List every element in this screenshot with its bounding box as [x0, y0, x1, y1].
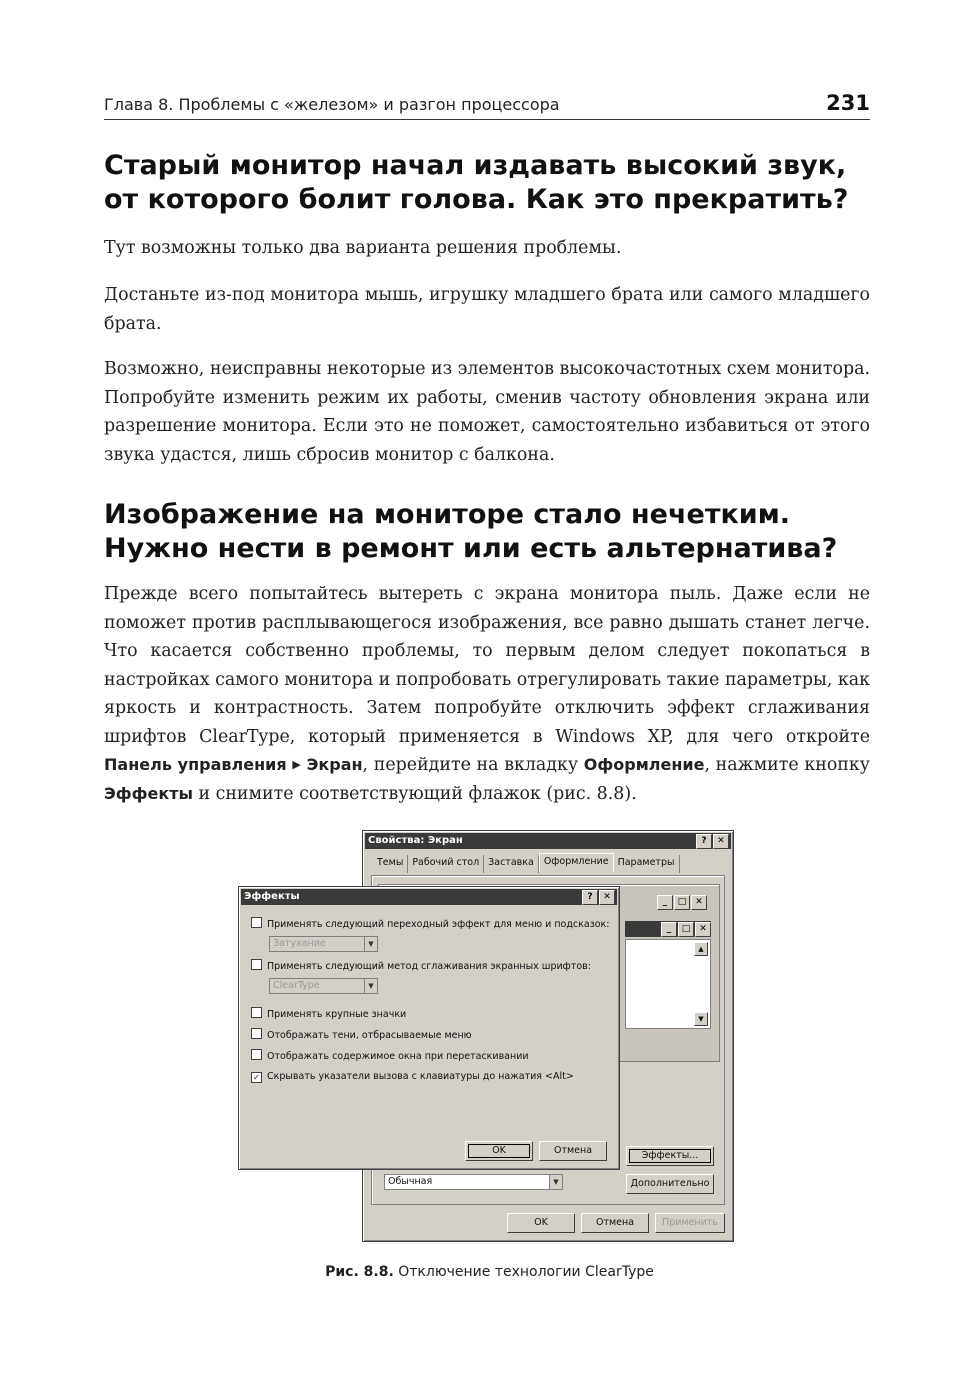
option-drag-contents[interactable] [251, 1049, 529, 1063]
option-font-smoothing[interactable] [251, 959, 591, 973]
path-arrow-icon: ▶ [292, 758, 301, 771]
display-properties-titlebar [365, 833, 731, 849]
tab-strip [373, 855, 680, 873]
heading-line: от которого болит голова. Как это прекратить? [104, 184, 849, 215]
tab-settings[interactable]: Параметры [614, 855, 680, 873]
close-icon[interactable]: ✕ [599, 890, 615, 905]
option-large-icons[interactable] [251, 1007, 406, 1021]
section-heading-noise [104, 149, 870, 217]
paragraph: Тут возможны только два варианта решения проблемы. [104, 238, 622, 258]
chevron-down-icon: ▼ [549, 1175, 562, 1189]
figure-caption [0, 1264, 979, 1280]
tab-themes[interactable]: Темы [373, 855, 408, 873]
effects-cancel-button[interactable]: Отмена [539, 1141, 607, 1161]
minimize-icon: _ [657, 895, 673, 910]
font-size-combo[interactable] [384, 1174, 563, 1190]
close-icon: ✕ [691, 895, 707, 910]
option-hide-accelerators[interactable] [251, 1070, 574, 1084]
ui-ref-appearance: Оформление [583, 755, 705, 774]
checkbox[interactable] [251, 1028, 262, 1039]
cancel-button[interactable]: Отмена [581, 1213, 649, 1233]
tab-appearance[interactable]: Оформление [539, 853, 614, 872]
tab-desktop[interactable]: Рабочий стол [408, 855, 484, 873]
window-title: Свойства: Экран [368, 835, 463, 846]
option-label: Применять следующий переходный эффект для меню и подсказок: [267, 919, 610, 930]
option-label: Применять следующий метод сглаживания экранных шрифтов: [267, 961, 591, 972]
caption-text: Отключение технологии ClearType [398, 1264, 654, 1280]
close-icon: ✕ [695, 922, 711, 937]
checkbox-checked[interactable]: ✓ [251, 1072, 262, 1083]
ui-ref-control-panel: Панель управления [104, 755, 287, 774]
minimize-icon: _ [661, 922, 677, 937]
scroll-down-icon: ▼ [694, 1012, 708, 1026]
effects-ok-button[interactable]: OK [465, 1141, 533, 1161]
page-number: 231 [826, 91, 870, 115]
chevron-down-icon: ▼ [364, 979, 377, 993]
paragraph-cleartype [104, 580, 870, 808]
paragraph: Возможно, неисправны некоторые из элементов высокочастотных схем монитора. Попробуйте изменить режим их работы, сменив частоту обновления экрана или разрешение монитора. Если это не поможет, самостоятельно избавиться от этого звука удастся, лишь сбросив монитор с балкона. [104, 359, 870, 465]
option-transition-effect[interactable] [251, 917, 610, 931]
paragraph-text: и снимите соответствующий флажок (рис. 8.8). [198, 783, 637, 804]
ui-ref-effects: Эффекты [104, 783, 193, 803]
caption-label: Рис. 8.8. [325, 1264, 394, 1280]
combo-value: Затухание [273, 938, 326, 949]
paragraph-text: Прежде всего попытайтесь вытереть с экрана монитора пыль. Даже если не поможет против расплывающегося изображения, все равно дышать станет легче. Что касается собственно проблемы, то первым делом следует покопаться в настройках самого монитора и попробовать отрегулировать такие параметры, как яркость и контрастность. Затем попробуйте отключить эффект сглаживания шрифтов ClearType, который применяется в Windows XP, для чего откройте [104, 584, 870, 747]
effects-dialog [238, 886, 620, 1170]
combo-value: ClearType [273, 980, 320, 991]
running-head [104, 93, 870, 120]
checkbox[interactable] [251, 917, 262, 928]
maximize-icon: □ [678, 922, 694, 937]
scroll-up-icon: ▲ [694, 942, 708, 956]
paragraph-text: , нажмите кнопку [704, 755, 870, 775]
option-menu-shadows[interactable] [251, 1028, 472, 1042]
help-icon[interactable]: ? [696, 834, 712, 849]
close-icon[interactable]: ✕ [713, 834, 729, 849]
effects-button[interactable]: Эффекты... [626, 1146, 714, 1166]
option-label: Отображать тени, отбрасываемые меню [267, 1030, 472, 1041]
tab-screensaver[interactable]: Заставка [484, 855, 539, 873]
option-label: Применять крупные значки [267, 1009, 407, 1020]
apply-button[interactable]: Применить [655, 1213, 725, 1233]
advanced-button[interactable]: Дополнительно [626, 1174, 714, 1194]
dialog-title: Эффекты [244, 891, 300, 902]
section-heading-blur [104, 498, 870, 566]
option-label: Скрывать указатели вызова с клавиатуры до нажатия <Alt> [267, 1071, 574, 1082]
option-label: Отображать содержимое окна при перетаскивании [267, 1051, 529, 1062]
paragraph-text: , перейдите на вкладку [362, 755, 579, 775]
help-icon[interactable]: ? [582, 890, 598, 905]
chapter-title: Глава 8. Проблемы с «железом» и разгон процессора [104, 95, 560, 114]
checkbox[interactable] [251, 959, 262, 970]
checkbox[interactable] [251, 1007, 262, 1018]
chevron-down-icon: ▼ [364, 937, 377, 951]
heading-line: Изображение на мониторе стало нечетким. [104, 499, 791, 530]
preview-text-area [625, 939, 711, 1029]
heading-line: Нужно нести в ремонт или есть альтернатива? [104, 533, 838, 564]
ok-button[interactable]: OK [507, 1213, 575, 1233]
checkbox[interactable] [251, 1049, 262, 1060]
heading-line: Старый монитор начал издавать высокий звук, [104, 150, 847, 181]
maximize-icon: □ [674, 895, 690, 910]
preview-window-buttons [657, 895, 707, 910]
ui-ref-display: Экран [306, 755, 363, 774]
effects-titlebar [241, 889, 617, 905]
preview-active-buttons [661, 922, 711, 937]
font-smoothing-combo[interactable] [269, 978, 378, 994]
transition-effect-combo[interactable] [269, 936, 378, 952]
paragraph: Достаньте из-под монитора мышь, игрушку младшего брата или самого младшего брата. [104, 285, 870, 334]
combo-value: Обычная [388, 1176, 433, 1187]
